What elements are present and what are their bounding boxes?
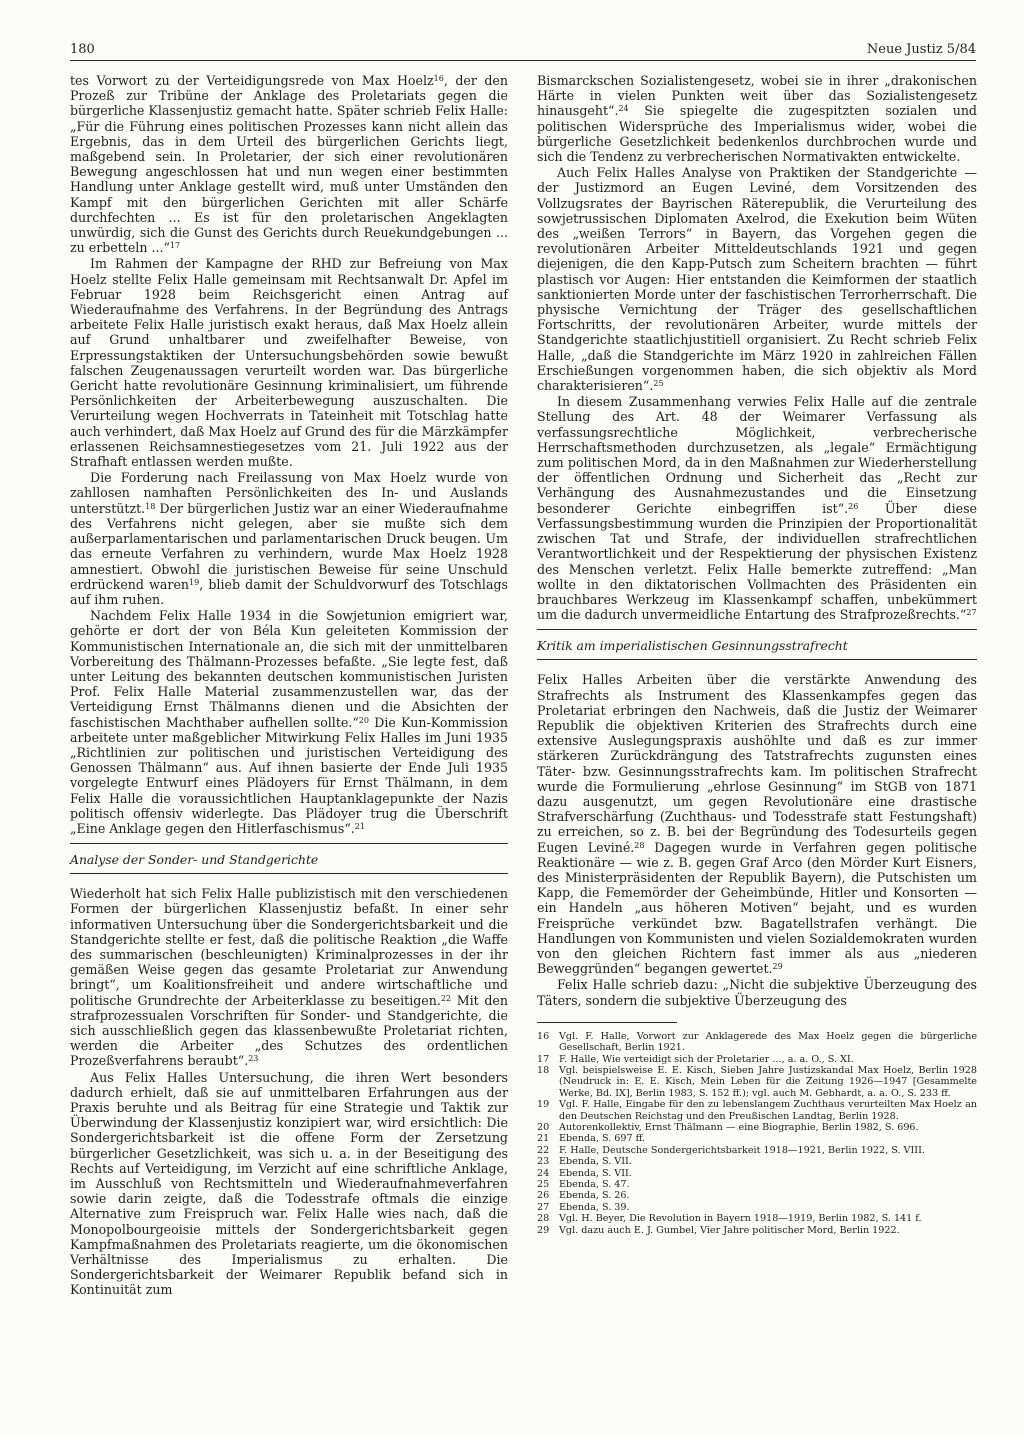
footnote-item (537, 1190, 977, 1201)
paragraph: Bismarckschen Sozialistengesetz, wobei sie in ihrer „drakonischen Härte in vielen Punkten weit über das Sozialistengesetz hinausgeht“.$^{24}$ Sie spiegelte die zugespitzten sozialen und politischen Widersprüche des Imperialismus wider, wobei die bürgerliche Gesetzlichkeit bedenkenlos durchbrochen wurde und sich die Tendenz zu verbrecherischen Normativakten entwickelte. (537, 73, 977, 165)
footnote-number: 28 (537, 1213, 550, 1225)
footnote-number: 29 (537, 1224, 550, 1236)
footnote-ref[interactable]: 27 (966, 608, 977, 618)
footnotes (537, 1031, 977, 1236)
footnote-number: 21 (537, 1133, 550, 1145)
section-heading (537, 629, 977, 660)
footnote-ref[interactable]: 18 (145, 501, 156, 511)
footnote-item (537, 1031, 977, 1054)
footnote-ref[interactable]: 16 (433, 74, 444, 83)
footnote-item (537, 1156, 977, 1167)
paragraph: Felix Halles Arbeiten über die verstärkte Anwendung des Strafrechts als Instrument des Klassenkampfes gegen das Proletariat erbringen den Nachweis, daß die Justiz der Weimarer Republik die objektiven Kriterien des Strafrechts durch eine extensive Auslegungspraxis aushöhlte und daß es zur immer stärkeren Zurückdrängung des Tatstrafrechts zugunsten eines Täter- bzw. Gesinnungsstrafrechts kam. Im politischen Strafrecht wurde die Formulierung „ehrlose Gesinnung“ im StGB von 1871 dazu ausgenutzt, um gegen Revolutionäre eine drastische Strafverschärfung (Zuchthaus- und Todesstrafe statt Festungshaft) zu erreichen, so z. B. bei der Begründung des Todesurteils gegen Eugen Leviné.$^{28}$ Dagegen wurde in Verfahren gegen politische Reaktionäre — wie z. B. gegen Graf Arco (den Mörder Kurt Eisners, des Ministerpräsidenten der Republik Bayern), die Putschisten um Kapp, die Fememörder der Geheimbünde, Hitler und Konsorten — ein Handeln „aus höheren Motiven“ bejaht, und es wurden Freisprüche verkündet bzw. Bagatellstrafen verhängt. Die Handlungen von Kommunisten und vielen Sozialdemokraten wurden von den gleichen Richtern fast immer als aus „niederen Beweggründen“ begangen gewertet.$^{29}$ (537, 672, 977, 977)
footnote-number: 16 (537, 1030, 550, 1042)
footnote-text: Autorenkollektiv, Ernst Thälmann — eine Biographie, Berlin 1982, S. 696. (559, 1122, 919, 1134)
footnote-number: 22 (537, 1144, 550, 1156)
footnote-number: 25 (537, 1179, 550, 1191)
right-column (537, 73, 977, 1236)
paragraph: tes Vorwort zu der Verteidigungsrede von Max Hoelz$^{16}$, der den Prozeß zur Tribüne der Anklage des Proletariats gegen die bürgerliche Klassenjustiz gemacht hatte. Später schrieb Felix Halle: „Für die Führung eines politischen Prozesses kann nicht allein das Ergebnis, das in dem Urteil des bürgerlichen Gerichts liegt, maßgebend sein. In Proletarier, der sich einer revolutionären Bewegung angeschlossen hat und nun wegen einer bestimmten Handlung unter Anklage gestellt wird, muß unter Umständen den Kampf mit den bürgerlichen Gerichten mit aller Schärfe durchfechten ... Es ist für den proletarischen Angeklagten unwürdig, sich die Gunst des Gerichts durch Reuekundgebungen ... zu erbetteln ...“$^{17}$ (70, 73, 508, 256)
footnote-ref[interactable]: 26 (848, 501, 859, 511)
paragraph: Die Forderung nach Freilassung von Max Hoelz wurde von zahllosen namhaften Persönlichkeiten des In- und Auslands unterstützt.$^{18}$ Der bürgerlichen Justiz war an einer Wiederaufnahme des Verfahrens nicht gelegen, aber sie mußte sich dem außerparlamentarischen und parlamentarischen Druck beugen. Um das erneute Verfahren zu verhindern, wurde Max Hoelz 1928 amnestiert. Obwohl die juristischen Beweise für seine Unschuld erdrückend waren$^{19}$, blieb damit der Schuldvorwurf des Totschlags auf ihm ruhen. (70, 470, 508, 607)
footnote-text: Vgl. H. Beyer, Die Revolution in Bayern 1918—1919, Berlin 1982, S. 141 f. (559, 1213, 922, 1225)
footnote-item (537, 1179, 977, 1190)
footnote-number: 26 (537, 1190, 550, 1202)
footnote-text: F. Halle, Wie verteidigt sich der Proletarier ..., a. a. O., S. XI. (559, 1053, 854, 1065)
footnote-ref[interactable]: 23 (248, 1054, 259, 1064)
footnote-text: Ebenda, S. VII. (559, 1156, 632, 1168)
paragraph: Aus Felix Halles Untersuchung, die ihren Wert besonders dadurch erhielt, daß sie auf unmittelbaren Erfahrungen aus der Praxis beruhte und als Beitrag für eine Strategie und Taktik zur Überwindung der Klassenjustiz konzipiert war, wird ersichtlich: Die Sondergerichtsbarkeit ist die offene Form der Zersetzung bürgerlicher Gesetzlichkeit, was sich u. a. in der Beseitigung des Rechts auf Verteidigung, im Verzicht auf eine schriftliche Anklage, im Ausschluß von Rechtsmitteln und Wiederaufnahmeverfahren sowie darin zeigte, daß die Todesstrafe oftmals die einzige Alternative zum Freispruch war. Felix Halle wies nach, daß die Monopolbourgeoisie mittels der Sondergerichtsbarkeit gegen Kampfmaßnahmen des Proletariats reagierte, um die ökonomischen Verhältnisse des Imperialismus zu erhalten. Die Sondergerichtsbarkeit der Weimarer Republik befand sich in Kontinuität zum (70, 1069, 508, 1298)
footnote-text: Ebenda, S. 39. (559, 1201, 630, 1213)
footnote-item (537, 1122, 977, 1133)
footnote-ref[interactable]: 28 (634, 840, 645, 850)
footnote-text: Ebenda, S. 697 ff. (559, 1133, 646, 1145)
footnote-ref[interactable]: 25 (653, 379, 664, 389)
footnote-divider (537, 1022, 677, 1023)
paragraph: Im Rahmen der Kampagne der RHD zur Befreiung von Max Hoelz stellte Felix Halle gemeinsam mit Rechtsanwalt Dr. Apfel im Februar 1928 beim Reichsgericht einen Antrag auf Wiederaufnahme des Verfahrens. In der Begründung des Antrags arbeitete Felix Halle juristisch exakt heraus, daß Max Hoelz allein auf Grund unhaltbarer und zweifelhafter Beweise, von Erpressungstaktiken der Untersuchungsbehörden sowie bewußt falschen Zeugenaussagen verurteilt worden war. Das bürgerliche Gericht hatte revolutionäre Gesinnung kriminalisiert, um führende Persönlichkeiten der Arbeiterbewegung auszuschalten. Die Verurteilung wegen Hochverrats in Tateinheit mit Totschlag hatte auch verhindert, daß Max Hoelz auf Grund des für die Märzkämpfer erlassenen Reichsamnestiegesetzes vom 21. Juli 1922 aus der Strafhaft entlassen werden mußte. (70, 256, 508, 470)
footnote-ref[interactable]: 17 (169, 241, 181, 251)
footnote-item (537, 1202, 977, 1213)
footnote-number: 23 (537, 1156, 550, 1168)
paragraph: Nachdem Felix Halle 1934 in die Sowjetunion emigriert war, gehörte er dort der von Béla Kun geleiteten Kommission der Kommunistischen Internationale an, die sich mit der unmittelbaren Vorbereitung des Thälmann-Prozesses befaßte. „Sie legte fest, daß unter Leitung des bekannten deutschen kommunistischen Juristen Prof. Felix Halle Material zusammenzustellen war, das der Verteidigung Ernst Thälmanns dienen und die Absichten der faschistischen Machthaber aufhellen sollte.“$^{20}$ Die Kun-Kommission arbeitete unter maßgeblicher Mitwirkung Felix Halles im Juni 1935 „Richtlinien zur politischen und juristischen Verteidigung des Genossen Thälmann“ aus. Auf ihnen basierte der Ende Juli 1935 vorgelegte Entwurf eines Plädoyers für Ernst Thälmann, in dem Felix Halle die voraussichtlichen Hauptanklagepunkte der Nazis politisch offensiv widerlegte. Das Plädoyer trug die Überschrift „Eine Anklage gegen den Hitlerfaschismus“.$^{21}$ (70, 608, 508, 836)
footnote-text: Ebenda, S. 26. (559, 1190, 630, 1202)
footnote-item (537, 1133, 977, 1144)
footnote-item (537, 1168, 977, 1179)
footnote-text: Vgl. F. Halle, Vorwort zur Anklagerede des Max Hoelz gegen die bürgerliche Gesellschaft, Berlin 1921. (559, 1030, 977, 1054)
journal-issue: Neue Justiz 5/84 (866, 42, 976, 57)
footnote-text: F. Halle, Deutsche Sondergerichtsbarkeit 1918—1921, Berlin 1922, S. VIII. (559, 1144, 925, 1156)
footnote-text: Vgl. beispielsweise E. E. Kisch, Sieben Jahre Justizskandal Max Hoelz, Berlin 1928 (Neudruck in: E. E. Kisch, Mein Leben für die Zeitung 1926—1947 [Gesammelte Werke, Bd. IX], Berlin 1983, S. 152 ff.); vgl. auch M. Gebhardt, a. a. O., S. 233 ff. (559, 1065, 977, 1099)
footnote-item (537, 1225, 977, 1236)
footnote-item (537, 1213, 977, 1224)
footnote-ref[interactable]: 22 (440, 993, 452, 1003)
section-title: Analyse der Sonder- und Standgerichte (70, 852, 319, 868)
footnote-number: 17 (537, 1053, 550, 1065)
footnote-item (537, 1065, 977, 1099)
paragraph: Auch Felix Halles Analyse von Praktiken der Standgerichte — der Justizmord an Eugen Leviné, dem Vorsitzenden des Vollzugsrates der Bayrischen Räterepublik, die Verurteilung des sowjetrussischen Diplomaten Axelrod, die Exekution beim Wüten des „weißen Terrors“ in Bayern, das Vorgehen gegen die revolutionären Arbeiter Mitteldeutschlands 1921 und gegen diejenigen, die den Kapp-Putsch zum Scheitern brachten — führt plastisch vor Augen: Hier entstanden die Keimformen der staatlich sanktionierten Morde unter der faschistischen Terrorherrschaft. Die physische Vernichtung der Träger des gesellschaftlichen Fortschritts, der revolutionären Arbeiter, wurde mittels der Standgerichte staatlichjustitiell organisiert. Zu Recht schrieb Felix Halle, „daß die Standgerichte im März 1920 in zahlreichen Fällen Erschießungen vorgenommen haben, die sich objektiv als Mord charakterisieren“.$^{25}$ (537, 165, 977, 394)
page-header (70, 40, 976, 61)
footnote-ref[interactable]: 29 (772, 962, 783, 972)
footnote-text: Ebenda, S. VII. (559, 1167, 632, 1179)
footnote-ref[interactable]: 20 (358, 715, 369, 725)
footnote-number: 19 (537, 1099, 550, 1111)
paragraph: In diesem Zusammenhang verwies Felix Halle auf die zentrale Stellung des Art. 48 der Weimarer Verfassung als verfassungsrechtliche Möglichkeit, verbrecherische Herrschaftsmethoden durchzusetzen, als „legale“ Ermächtigung zum politischen Mord, da in den Maßnahmen zur Wiederherstellung der öffentlichen Ordnung und Sicherheit das „Recht zur Verhängung des Ausnahmezustandes und die Einsetzung besonderer Gerichte einbegriffen ist“.$^{26}$ Über diese Verfassungsbestimmung wurden die Prinzipien der Proportionalität zwischen Tat und Strafe, der individuellen strafrechtlichen Verantwortlichkeit und der Respektierung der physischen Existenz des Menschen verletzt. Felix Halle bemerkte zutreffend: „Man wollte in den diktatorischen Vollmachten des Präsidenten ein brauchbares Werkzeug im Klassenkampf schaffen, unbekümmert um die dadurch unvermeidliche Entartung des Strafprozeßrechts.“$^{27}$ (537, 394, 977, 623)
section-heading (70, 843, 508, 874)
section-title: Kritik am imperialistischen Gesinnungsstrafrecht (537, 638, 848, 654)
footnote-item (537, 1145, 977, 1156)
footnote-number: 24 (537, 1167, 550, 1179)
paragraph: Felix Halle schrieb dazu: „Nicht die subjektive Überzeugung des Täters, sondern die subjektive Überzeugung des (537, 977, 977, 1008)
left-column (70, 73, 508, 1298)
paragraph: Wiederholt hat sich Felix Halle publizistisch mit den verschiedenen Formen der bürgerlichen Klassenjustiz befaßt. In einer sehr informativen Untersuchung über die Sondergerichtsbarkeit und die Standgerichte stellte er fest, daß die politische Reaktion „die Waffe des summarischen (beschleunigten) Kriminalprozesses in der ihr gemäßen Weise gegen das gesamte Proletariat zur Anwendung bringt“, um Koalitionsfreiheit und andere wirtschaftliche und politische Grundrechte der Arbeiterklasse zu beseitigen.$^{22}$ Mit den strafprozessualen Vorschriften für Sonder- und Standgerichte, die sich ausschließlich gegen das klassenbewußte Proletariat richten, werden die Arbeiter „des Schutzes des ordentlichen Prozeßverfahrens beraubt“.$^{23}$ (70, 886, 508, 1069)
footnote-number: 18 (537, 1065, 550, 1076)
footnote-ref[interactable]: 19 (189, 577, 200, 587)
page-number: 180 (70, 42, 95, 57)
footnote-item (537, 1099, 977, 1122)
footnote-number: 20 (537, 1122, 550, 1134)
footnote-ref[interactable]: 24 (618, 104, 629, 114)
footnote-text: Vgl. F. Halle, Eingabe für den zu lebenslangem Zuchthaus verurteilten Max Hoelz an den Deutschen Reichstag und den Preußischen Landtag, Berlin 1928. (559, 1099, 977, 1122)
footnote-text: Ebenda, S. 47. (559, 1179, 630, 1191)
footnote-item (537, 1054, 977, 1065)
footnote-text: Vgl. dazu auch E. J. Gumbel, Vier Jahre politischer Mord, Berlin 1922. (559, 1224, 900, 1236)
footnote-number: 27 (537, 1201, 550, 1213)
footnote-ref[interactable]: 21 (354, 821, 365, 831)
